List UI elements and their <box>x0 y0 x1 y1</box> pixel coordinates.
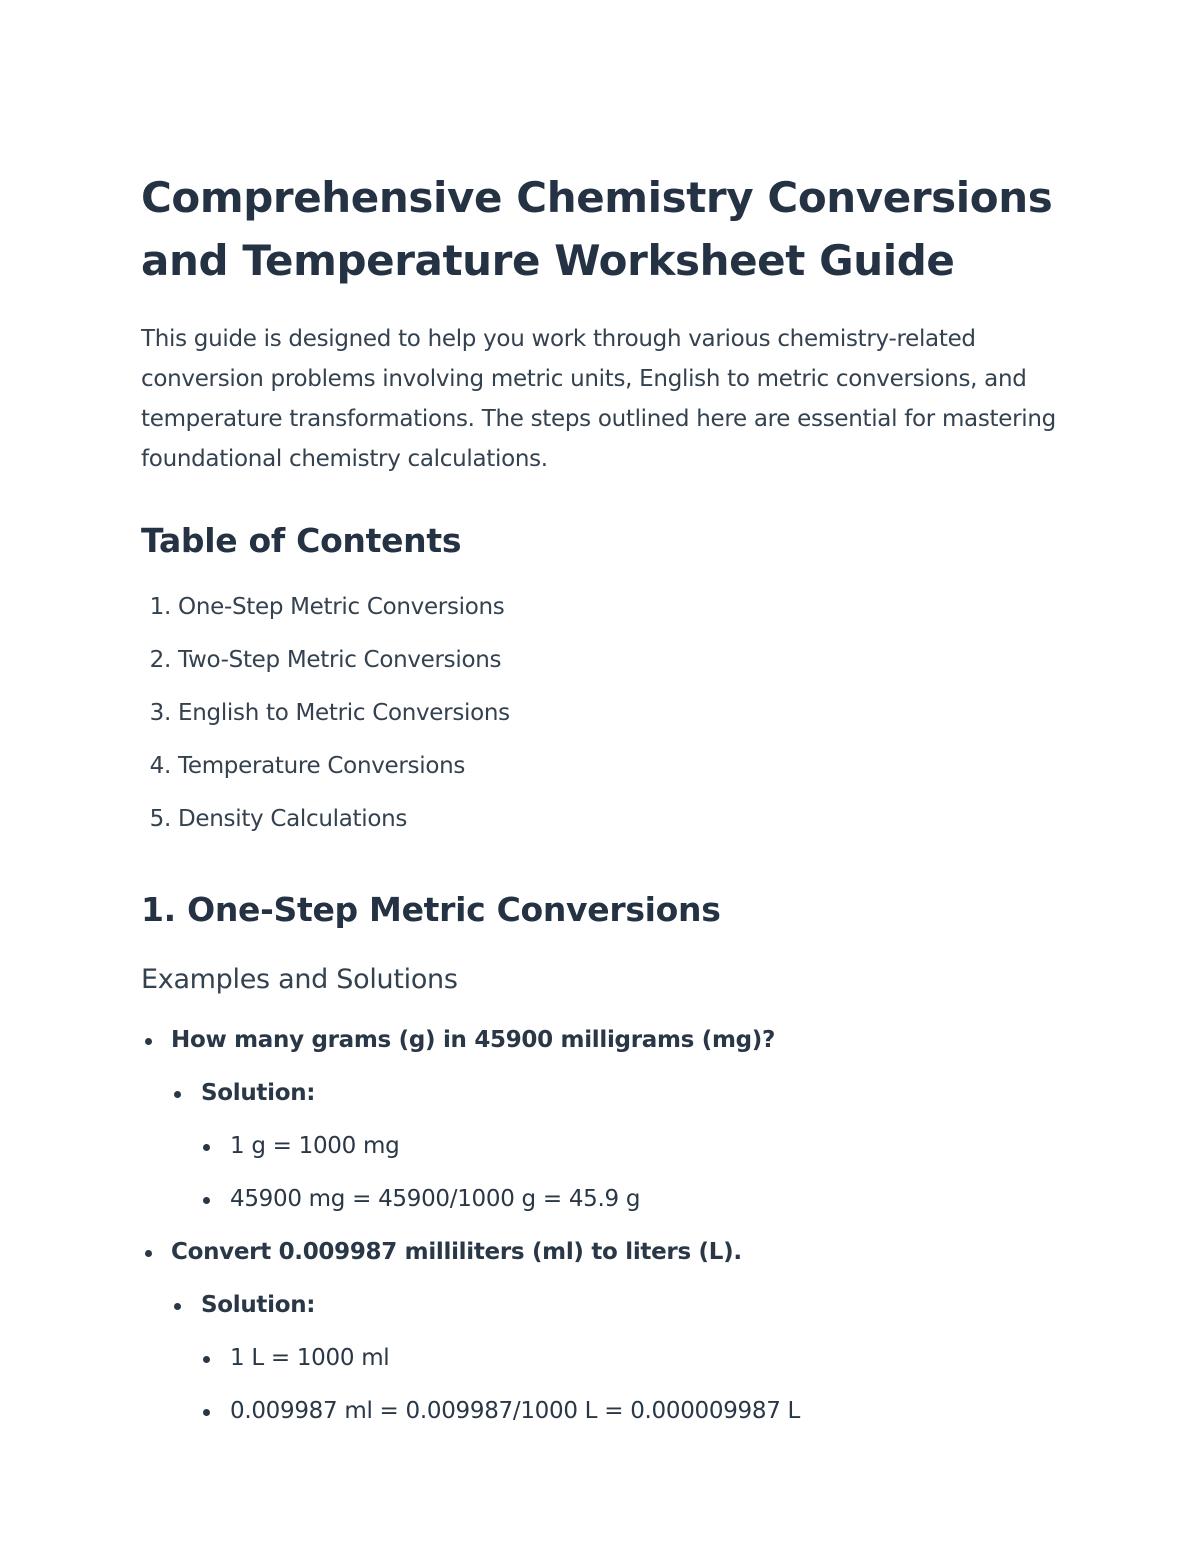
solution-label: Solution: <box>201 1080 316 1106</box>
toc-item[interactable] <box>141 740 1071 793</box>
solution-label: Solution: <box>201 1292 316 1318</box>
bullet-icon <box>174 1303 181 1310</box>
toc-item-label: English to Metric Conversions <box>178 700 510 726</box>
toc-item[interactable] <box>141 581 1071 634</box>
bullet-icon <box>203 1144 210 1151</box>
table-of-contents <box>141 581 1071 846</box>
toc-item[interactable] <box>141 687 1071 740</box>
bullet-icon <box>203 1409 210 1416</box>
step-text: 1 g = 1000 mg <box>230 1133 400 1159</box>
page-title: Comprehensive Chemistry Conversions and Temperature Worksheet Guide <box>141 173 1053 285</box>
intro-paragraph: This guide is designed to help you work through various chemistry-related conversion problems involving metric units, English to metric conversions, and temperature transformations. The steps outlined here are essential for mastering foundational chemistry calculations. <box>141 326 1056 472</box>
section-subheading: Examples and Solutions <box>141 964 458 995</box>
step-text: 1 L = 1000 ml <box>230 1345 390 1371</box>
step-row <box>141 1332 1071 1385</box>
question-text: Convert 0.009987 milliliters (ml) to liters (L). <box>171 1239 742 1265</box>
step-row <box>141 1173 1071 1226</box>
solution-row <box>141 1279 1071 1332</box>
toc-item-label: Temperature Conversions <box>178 753 466 779</box>
question-row <box>141 1226 1071 1279</box>
section-heading: 1. One-Step Metric Conversions <box>141 890 721 929</box>
toc-heading: Table of Contents <box>141 521 462 560</box>
bullet-icon <box>174 1091 181 1098</box>
question-item <box>141 1226 1071 1438</box>
bullet-icon <box>203 1197 210 1204</box>
toc-item-label: Density Calculations <box>178 806 408 832</box>
bullet-icon <box>145 1038 152 1045</box>
question-text: How many grams (g) in 45900 milligrams (mg)? <box>171 1027 776 1053</box>
bullet-icon <box>203 1356 210 1363</box>
toc-item-label: One-Step Metric Conversions <box>178 594 505 620</box>
toc-item-number: 2. <box>149 647 171 673</box>
document-page <box>141 166 1071 1438</box>
step-row <box>141 1120 1071 1173</box>
toc-item-number: 4. <box>149 753 171 779</box>
toc-item[interactable] <box>141 793 1071 846</box>
toc-item[interactable] <box>141 634 1071 687</box>
step-text: 45900 mg = 45900/1000 g = 45.9 g <box>230 1186 641 1212</box>
toc-item-number: 1. <box>149 594 171 620</box>
solution-row <box>141 1067 1071 1120</box>
question-row <box>141 1014 1071 1067</box>
toc-item-number: 3. <box>149 700 171 726</box>
toc-item-number: 5. <box>149 806 171 832</box>
question-list <box>141 1014 1071 1438</box>
step-text: 0.009987 ml = 0.009987/1000 L = 0.000009987 L <box>230 1398 801 1424</box>
bullet-icon <box>145 1250 152 1257</box>
question-item <box>141 1014 1071 1226</box>
toc-item-label: Two-Step Metric Conversions <box>178 647 502 673</box>
step-row <box>141 1385 1071 1438</box>
